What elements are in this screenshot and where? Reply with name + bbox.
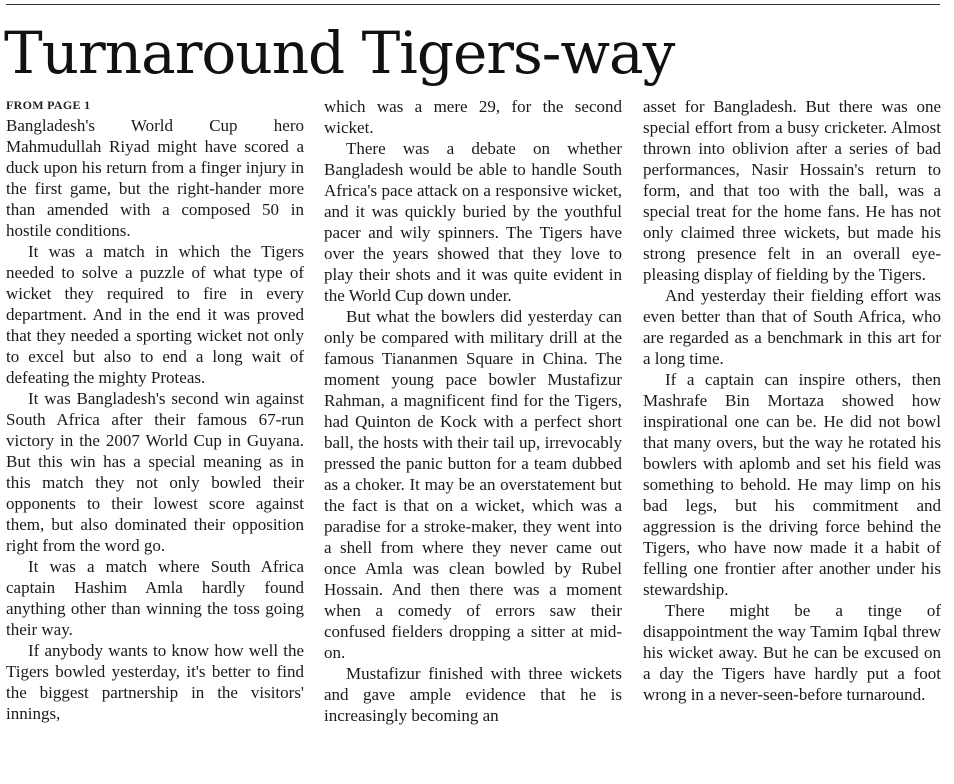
paragraph: There might be a tinge of disappointment the way Tamim Iqbal threw his wicket away. But he can be excused on a day the Tigers have hardly put a foot wrong in a never-seen-before turnaround. [643,601,941,704]
paragraph: It was Bangladesh's second win against South Africa after their famous 67-run victory in the 2007 World Cup in Guyana. But this win has a special meaning as in this match they not only bowled their opponents to their lowest score against them, but also dominated their opposition right from the word go. [6,389,304,555]
paragraph: Bangladesh's World Cup hero Mahmudullah Riyad might have scored a duck upon his return from a finger injury in the first game, but the right-hander more than amended with a composed 50 in hostile conditions. [6,116,304,240]
paragraph: which was a mere 29, for the second wicket. [324,97,622,137]
paragraph: Mustafizur finished with three wickets and gave ample evidence that he is increasingly becoming an [324,664,622,725]
paragraph: There was a debate on whether Bangladesh would be able to handle South Africa's pace attack on a responsive wicket, and it was quickly buried by the youthful pacer and wily spinners. The Tigers have over the years showed that they love to play their shots and it was quite evident in the World Cup down under. [324,139,622,305]
paragraph: If a captain can inspire others, then Mashrafe Bin Mortaza showed how inspirational one can be. He did not bowl that many overs, but the way he rotated his bowlers with aplomb and set his field was something to behold. He may limp on his bad legs, but his commitment and aggression is the driving force behind the Tigers, who have now made it a habit of felling one frontier after another under his stewardship. [643,370,941,599]
dateline: FROM PAGE 1 [6,98,91,112]
paragraph: It was a match where South Africa captain Hashim Amla hardly found anything other than winning the toss going their way. [6,557,304,639]
article-column-1 [6,96,304,784]
paragraph: It was a match in which the Tigers needed to solve a puzzle of what type of wicket they required to fire in every department. And in the end it was proved that they needed a sporting wicket not only to excel but also to end a long wait of defeating the mighty Proteas. [6,242,304,387]
headline: Turnaround Tigers-way [4,19,675,87]
paragraph: But what the bowlers did yesterday can only be compared with military drill at the famous Tiananmen Square in China. The moment young pace bowler Mustafizur Rahman, a magnificent find for the Tigers, had Quinton de Kock with a perfect short ball, the hosts with their tail up, irrevocably pressed the panic button for a team dubbed as a choker. It may be an overstatement but the fact is that on a wicket, which was a paradise for a stroke-maker, they went into a shell from where they never came out once Amla was clean bowled by Rubel Hossain. And then there was a moment when a comedy of errors saw their confused fielders dropping a sitter at mid-on. [324,307,622,662]
article-column-3 [643,96,941,784]
article-column-2 [324,96,622,784]
paragraph: asset for Bangladesh. But there was one special effort from a busy cricketer. Almost thrown into oblivion after a series of bad performances, Nasir Hossain's return to form, and that too with the ball, was a special treat for the home fans. He has not only claimed three wickets, but made his strong presence felt in an overall eye-pleasing display of fielding by the Tigers. [643,97,941,284]
top-rule [6,4,940,5]
paragraph: And yesterday their fielding effort was even better than that of South Africa, who are regarded as a benchmark in this art for a long time. [643,286,941,368]
paragraph: If anybody wants to know how well the Tigers bowled yesterday, it's better to find the biggest partnership in the visitors' innings, [6,641,304,723]
